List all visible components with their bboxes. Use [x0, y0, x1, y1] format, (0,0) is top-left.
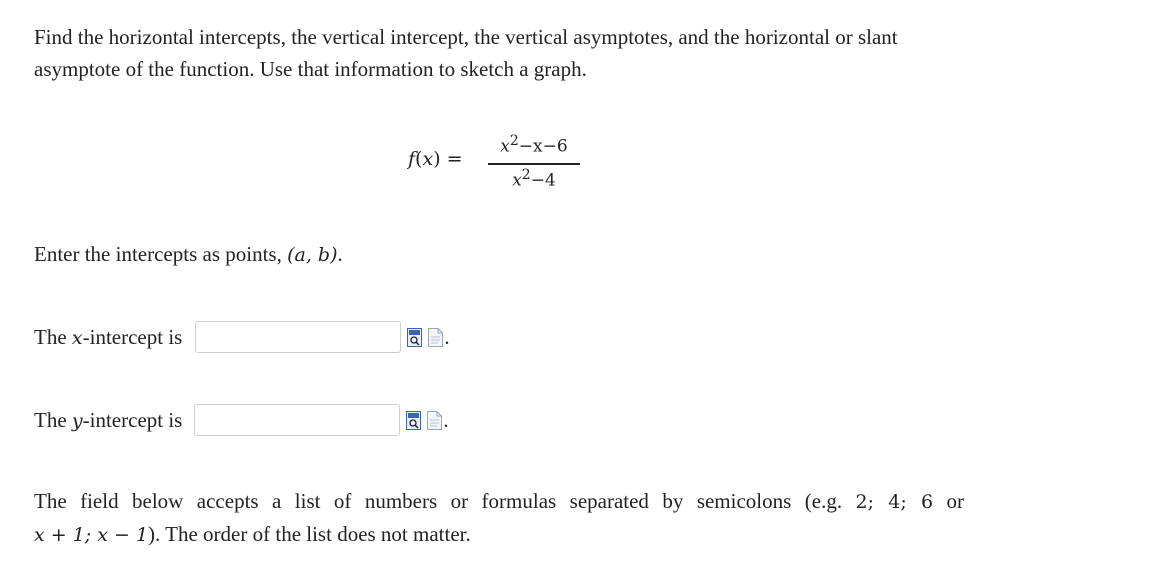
point-notation: (a, b): [287, 244, 338, 266]
fraction-bar: [488, 163, 580, 165]
fraction-numerator: $x^2-x-6$: [500, 133, 568, 157]
help-doc-icon[interactable]: [428, 328, 443, 347]
function-formula: [408, 130, 608, 200]
y-intercept-input[interactable]: [194, 404, 400, 436]
formula-lhs: f(x) =: [408, 148, 463, 170]
y-intercept-row: [34, 402, 449, 438]
question-text: [34, 22, 1034, 85]
preview-icon[interactable]: [406, 411, 421, 430]
fraction-denominator: $x^2-4$: [512, 167, 556, 191]
y-intercept-label: The y-intercept is: [34, 407, 183, 432]
equals-sign: =: [446, 148, 463, 170]
function-name: f: [408, 148, 416, 170]
intercepts-instruction: Enter the intercepts as points, (a, b).: [34, 242, 343, 266]
list-instruction-line-2: x + 1; x − 1). The order of the list does not matter.: [34, 521, 471, 546]
fraction: [488, 130, 580, 200]
question-line-2: asymptote of the function. Use that information to sketch a graph.: [34, 56, 587, 81]
x-intercept-label: The x-intercept is: [34, 324, 183, 349]
function-variable: x: [422, 148, 434, 170]
x-intercept-row: [34, 319, 450, 355]
x-intercept-input[interactable]: [195, 321, 401, 353]
x-intercept-period: .: [444, 324, 450, 349]
list-instruction-line-1: The field below accepts a list of numbers or formulas separated by semicolons (e.g. 2; 4; 6 or: [34, 489, 965, 513]
y-intercept-period: .: [443, 407, 449, 432]
help-doc-icon[interactable]: [427, 411, 442, 430]
list-instruction: [34, 486, 964, 551]
question-line-1: Find the horizontal intercepts, the vertical intercept, the vertical asymptotes, and the horizontal or slant: [34, 25, 898, 49]
preview-icon[interactable]: [407, 328, 422, 347]
